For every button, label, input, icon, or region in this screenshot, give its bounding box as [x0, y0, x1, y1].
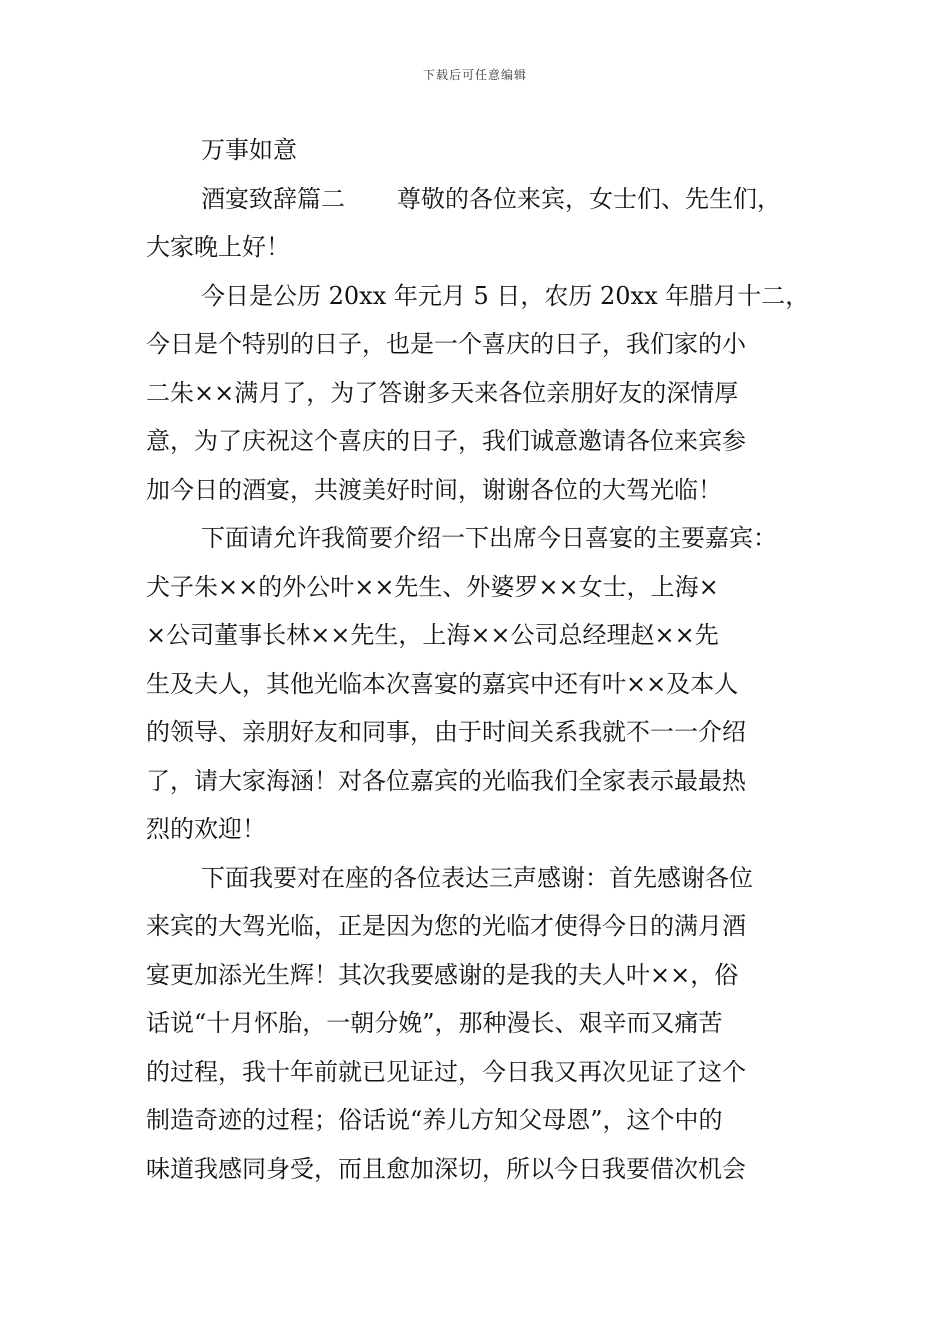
text-line: 今日是个特别的日子，也是一个喜庆的日子，我们家的小	[146, 330, 746, 358]
document-body	[146, 126, 814, 1193]
text-line: 来宾的大驾光临，正是因为您的光临才使得今日的满月酒	[146, 912, 746, 940]
text-line: 今日是公历 20xx 年元月 5 日，农历 20xx 年腊月十二，	[201, 281, 810, 310]
text-line: 味道我感同身受，而且愈加深切，所以今日我要借次机会	[146, 1154, 746, 1183]
header-note: 下载后可任意编辑	[422, 68, 527, 82]
text-line: 话说“十月怀胎，一朝分娩”，那种漫长、艰辛而又痛苦	[146, 1009, 723, 1037]
text-line: 的领导、亲朋好友和同事，由于时间关系我就不一一介绍	[146, 718, 746, 746]
text-line: 烈的欢迎！	[146, 815, 266, 843]
text-line: 宴更加添光生辉！其次我要感谢的是我的夫人叶××，俗	[146, 960, 739, 989]
text-line: 加今日的酒宴，共渡美好时间，谢谢各位的大驾光临！	[146, 475, 722, 504]
section-title: 酒宴致辞篇二	[201, 184, 345, 213]
text-line: ×公司董事长林××先生，上海××公司总经理赵××先	[146, 621, 719, 649]
text-line: 大家晚上好！	[146, 233, 290, 261]
text-line: 犬子朱××的外公叶××先生、外婆罗××女士，上海×	[146, 572, 719, 601]
text-line	[146, 175, 814, 224]
text-line: 下面请允许我简要介绍一下出席今日喜宴的主要嘉宾：	[201, 524, 777, 552]
text-line: 了，请大家海涵！对各位嘉宾的光临我们全家表示最最热	[146, 766, 746, 795]
text-line: 万事如意	[201, 136, 297, 164]
text-line: 制造奇迹的过程；俗话说“养儿方知父母恩”，这个中的	[146, 1106, 723, 1134]
text-line: 生及夫人，其他光临本次喜宴的嘉宾中还有叶××及本人	[146, 669, 739, 698]
text-line: 下面我要对在座的各位表达三声感谢：首先感谢各位	[201, 863, 753, 892]
salutation: 尊敬的各位来宾，女士们、先生们，	[397, 184, 781, 213]
text-line: 二朱××满月了，为了答谢多天来各位亲朋好友的深情厚	[146, 378, 739, 407]
text-line: 意，为了庆祝这个喜庆的日子，我们诚意邀请各位来宾参	[146, 427, 746, 455]
text-line: 的过程，我十年前就已见证过，今日我又再次见证了这个	[146, 1057, 746, 1086]
